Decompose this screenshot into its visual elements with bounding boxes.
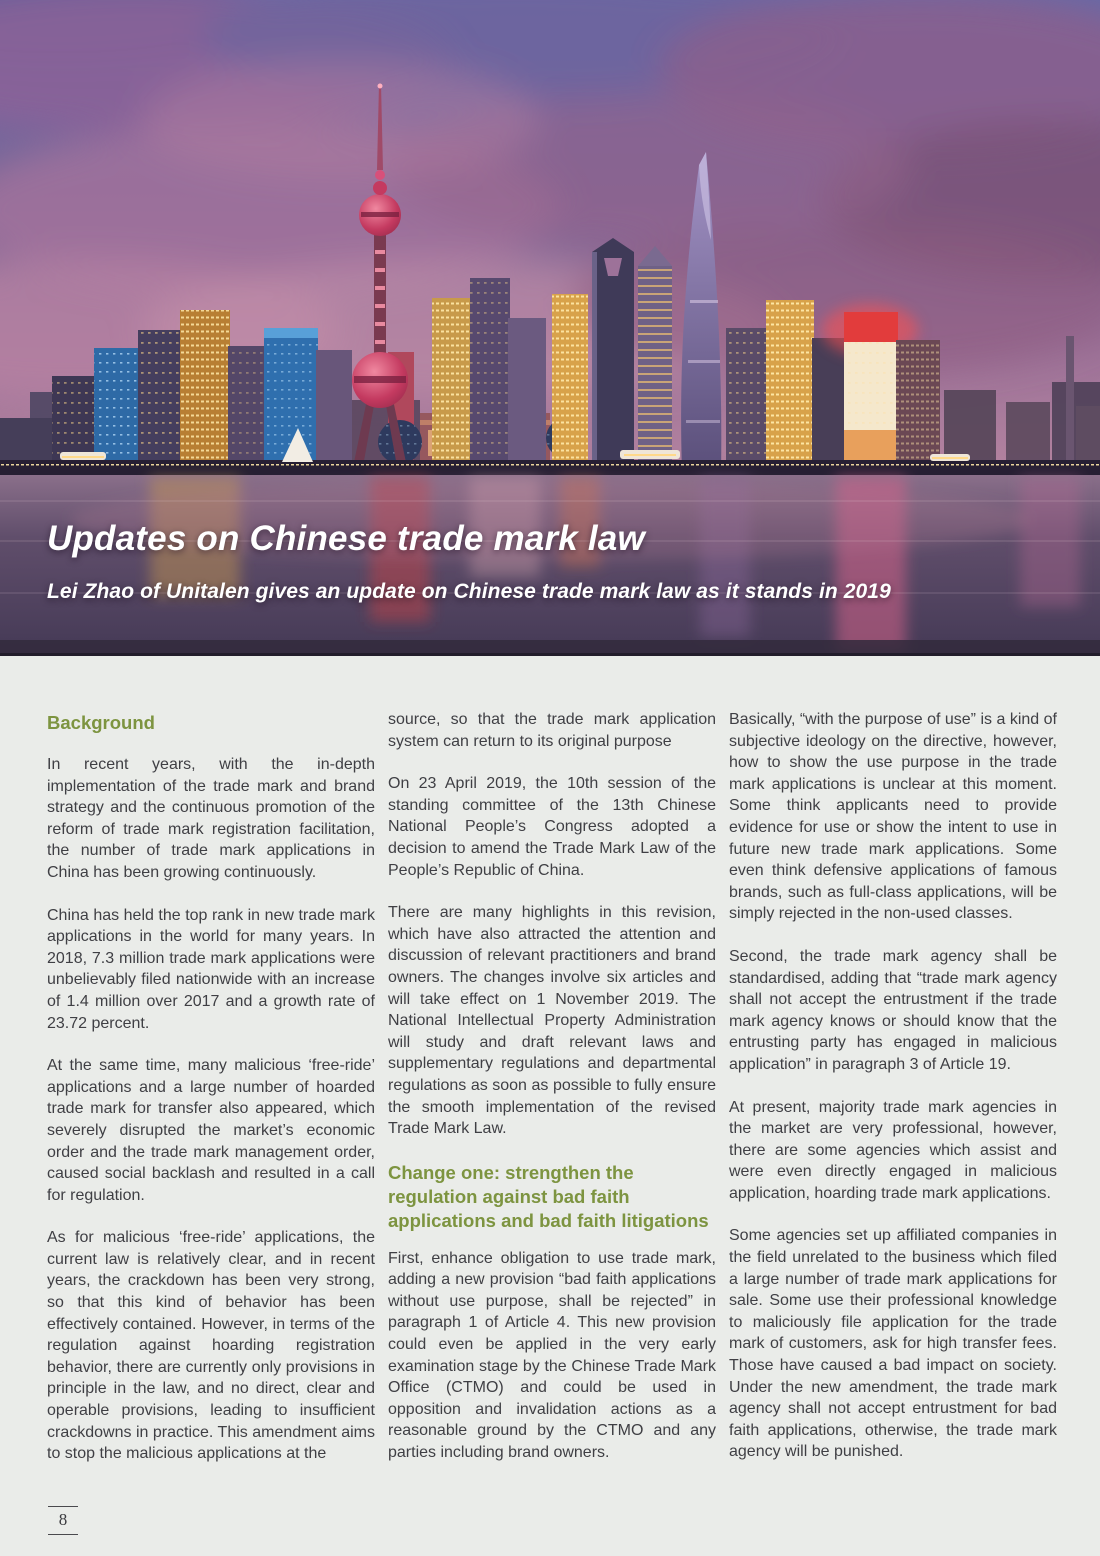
article-column-1 — [47, 709, 375, 1556]
body-paragraph: Second, the trade mark agency shall be standardised, adding that “trade mark agency shall not accept the entrustment if the trade mark agency knows or should know that the entrusting party has engaged in malicious application” in paragraph 3 of Article 19. — [729, 947, 1057, 1073]
article-column-3 — [729, 709, 1057, 1556]
body-paragraph: source, so that the trade mark application system can return to its original purpose — [388, 711, 716, 750]
section-heading: Background — [47, 712, 155, 733]
body-paragraph: Basically, “with the purpose of use” is a kind of subjective ideology on the directive, however, how to show the use purpose in the trade mark applications is unclear at this moment. Some think applicants need to provide evidence for use or show the intent to use in future new trade mark applications. Some even think defensive applications of famous brands, such as full-class applications, will be simply rejected in the non-used classes. — [729, 711, 1057, 923]
body-paragraph: Some agencies set up affiliated companies in the field unrelated to the business which filed a large number of trade mark applications for sale. Some use their professional knowledge to maliciously file application for the trade mark of customers, ask for high transfer fees. Those have caused a bad impact on society. Under the new amendment, the trade mark agency shall not accept entrustment for bad faith applications, otherwise, the trade mark agency will be punished. — [729, 1227, 1057, 1461]
body-paragraph: There are many highlights in this revision, which have also attracted the attention and discussion of relevant practitioners and brand owners. The changes involve six articles and will take effect on 1 November 2019. The National Intellectual Property Administration will study and draft relevant laws and supplementary regulations and departmental regulations as soon as possible to fully ensure the smooth implementation of the revised Trade Mark Law. — [388, 904, 716, 1138]
hero-text-block — [47, 520, 1057, 604]
body-paragraph: In recent years, with the in-depth implementation of the trade mark and brand strategy and the continuous promotion of the reform of trade mark registration facilitation, the number of trade mark applications in China has been growing continuously. — [47, 756, 375, 881]
page-number — [48, 1506, 78, 1535]
article-title: Updates on Chinese trade mark law — [47, 519, 645, 558]
body-paragraph: At present, majority trade mark agencies in the market are very professional, however, there are some agencies which assist and were even directly engaged in malicious application, hoarding trade mark applications. — [729, 1098, 1057, 1202]
section-heading: Change one: strengthen the regulation against bad faith applications and bad faith litigations — [388, 1161, 709, 1231]
body-paragraph: As for malicious ‘free-ride’ applications, the current law is relatively clear, and in recent years, the crackdown has been very strong, so that this kind of behavior has been effectively contained. However, in terms of the regulation against hoarding registration behavior, there are currently only provisions in principle in the law, and no direct, clear and operable provisions, leading to insufficient crackdowns in practice. This amendment aims to stop the malicious applications at the — [47, 1229, 375, 1463]
body-paragraph: At the same time, many malicious ‘free-ride’ applications and a large number of hoarded trade mark for transfer also appeared, which severely disrupted the market’s economic order and the trade mark management order, caused social backlash and resulted in a call for regulation. — [47, 1057, 375, 1204]
article-body — [0, 653, 1100, 1556]
body-paragraph: China has held the top rank in new trade mark applications in the world for many years. In 2018, 7.3 million trade mark applications were unbelievably filed nationwide with an increase of 1.4 million over 2017 and a growth rate of 23.72 percent. — [47, 906, 375, 1032]
body-paragraph: On 23 April 2019, the 10th session of the standing committee of the 13th Chinese National People’s Congress adopted a decision to amend the Trade Mark Law of the People’s Republic of China. — [388, 775, 716, 879]
body-paragraph: First, enhance obligation to use trade mark, adding a new provision “bad faith applications without use purpose, shall be rejected” in paragraph 1 of Article 4. This new provision could even be applied in the very early examination stage by the Chinese Trade Mark Office (CTMO) and could be used in opposition and invalidation actions as a reasonable ground by the CTMO and any parties including brand owners. — [388, 1249, 716, 1462]
article-subtitle: Lei Zhao of Unitalen gives an update on Chinese trade mark law as it stands in 2019 — [47, 580, 891, 603]
hero-photo — [0, 0, 1100, 656]
page-number-value: 8 — [58, 1510, 68, 1529]
article-column-2 — [388, 709, 716, 1556]
